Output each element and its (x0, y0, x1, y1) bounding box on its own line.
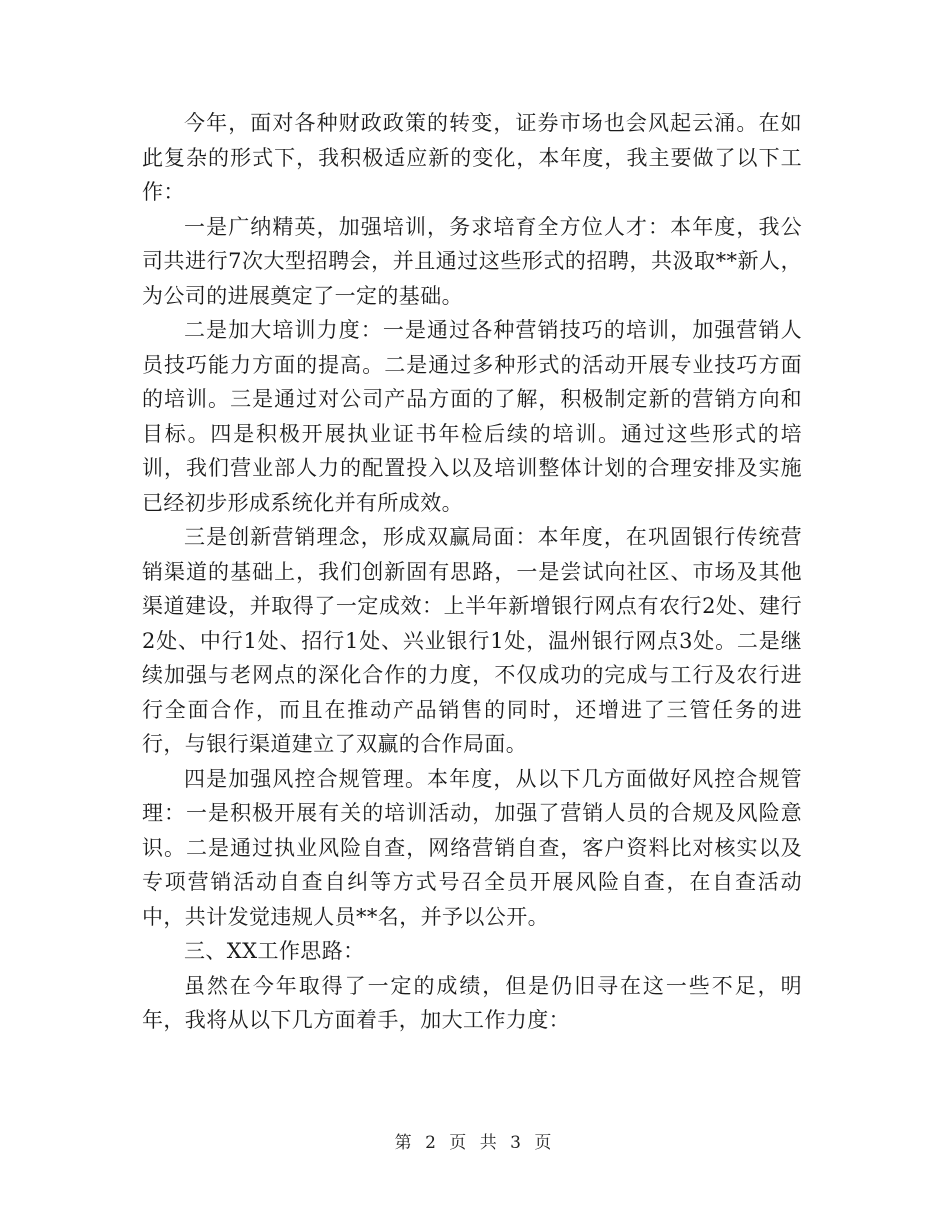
paragraph-risk-control: 四是加强风控合规管理。本年度，从以下几方面做好风控合规管理：一是积极开展有关的培训活动，加强了营销人员的合规及风险意识。二是通过执业风险自查，网络营销自查，客户资料比对核实以及专项营销活动自查自纠等方式号召全员开展风险自查，在自查活动中，共计发觉违规人员**名，并予以公开。 (142, 766, 802, 929)
paragraph-marketing: 三是创新营销理念，形成双赢局面：本年度，在巩固银行传统营销渠道的基础上，我们创新固有思路，一是尝试向社区、市场及其他渠道建设，并取得了一定成效：上半年新增银行网点有农行2处、建行2处、中行1处、招行1处、兴业银行1处，温州银行网点3处。二是继续加强与老网点的深化合作的力度，不仅成功的完成与工行及农行进行全面合作，而且在推动产品销售的同时，还增进了三管任务的进行，与银行渠道建立了双赢的合作局面。 (142, 525, 802, 756)
document-body (142, 106, 802, 1038)
paragraph-intro: 今年，面对各种财政政策的转变，证券市场也会风起云涌。在如此复杂的形式下，我积极适应新的变化，本年度，我主要做了以下工作： (142, 111, 802, 204)
paragraph-training: 二是加大培训力度：一是通过各种营销技巧的培训，加强营销人员技巧能力方面的提高。二是通过多种形式的活动开展专业技巧方面的培训。三是通过对公司产品方面的了解，积极制定新的营销方向和目标。四是积极开展执业证书年检后续的培训。通过这些形式的培训，我们营业部人力的配置投入以及培训整体计划的合理安排及实施已经初步形成系统化并有所成效。 (142, 318, 802, 515)
page-number-footer: 第 2 页 共 3 页 (394, 1133, 556, 1153)
paragraph-talent: 一是广纳精英，加强培训，务求培育全方位人才：本年度，我公司共进行7次大型招聘会，并且通过这些形式的招聘，共汲取**新人，为公司的进展奠定了一定的基础。 (142, 214, 802, 308)
paragraph-next-year: 虽然在今年取得了一定的成绩，但是仍旧寻在这一些不足，明年，我将从以下几方面着手，加大工作力度： (142, 973, 802, 1032)
section-heading-work-plan: 三、XX工作思路： (184, 939, 365, 963)
